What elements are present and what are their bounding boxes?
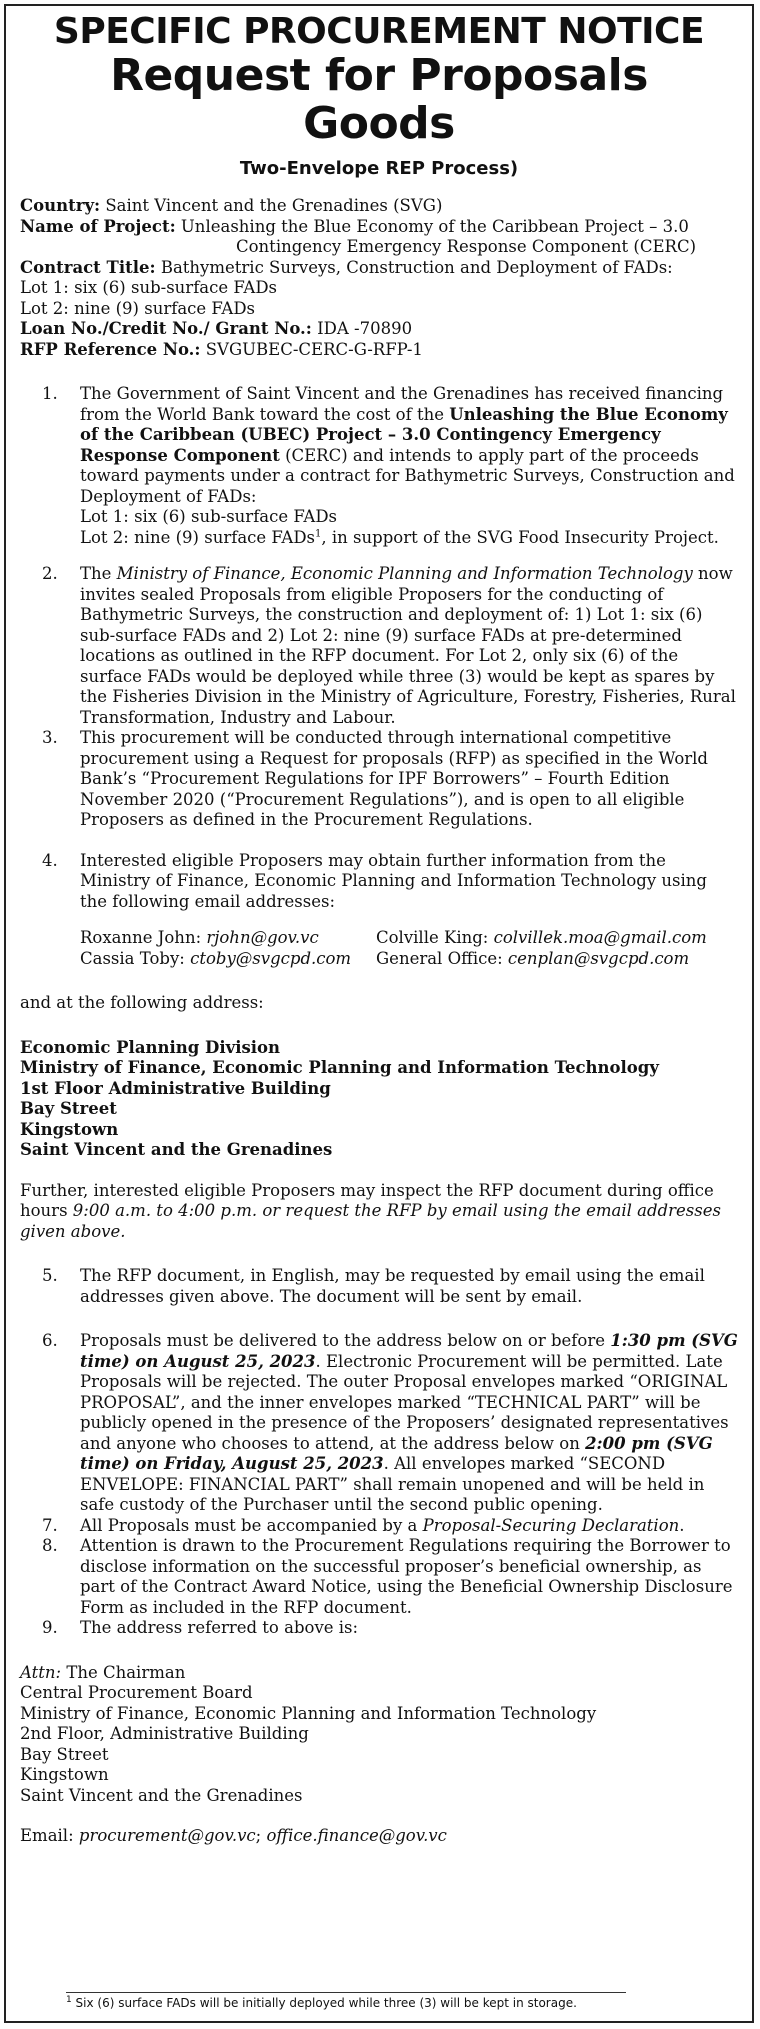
clause-6 [20, 1331, 738, 1516]
email-link[interactable]: cenplan@svgcpd.com [507, 948, 690, 968]
process-type: Two-Envelope REP Process) [239, 158, 519, 179]
contract-label: Contract Title: [20, 257, 156, 277]
project-name-bold: Unleashing the Blue Economy of the Caribbean (UBEC) Project – 3.0 Contingency Emergency Response Component [80, 404, 728, 465]
clause-text: The Government of Saint Vincent and the Grenadines has received financing from the World Bank toward the cost of the [80, 384, 724, 424]
clause-number: 1. [42, 384, 58, 403]
email-separator: ; [255, 1826, 267, 1845]
clause-number: 4. [42, 850, 58, 870]
project-value: Unleashing the Blue Economy of the Caribbean Project – 3.0 [180, 216, 689, 236]
contract-row [20, 258, 738, 279]
project-value-cont: Contingency Emergency Response Component (CERC) [236, 237, 697, 256]
email-link[interactable]: colvillek.moa@gmail.com [493, 928, 707, 947]
contract-value: Bathymetric Surveys, Construction and Deployment of FADs: [160, 257, 673, 277]
finance-email-link[interactable]: office.finance@gov.vc [266, 1826, 447, 1845]
clause-3 [20, 728, 738, 831]
attn-value: The Chairman [61, 1662, 186, 1682]
lot-2-text-cont: , in support of the SVG Food Insecurity Project. [321, 527, 719, 547]
submission-emails [20, 1826, 738, 1847]
inspection-paragraph [20, 1181, 738, 1243]
footnote-text: Six (6) surface FADs will be initially deployed while three (3) will be kept in storage. [71, 1996, 577, 2010]
footnote-ref: 1 [315, 528, 322, 539]
country-label: Country: [20, 196, 101, 215]
country-value: Saint Vincent and the Grenadines (SVG) [105, 196, 443, 215]
clause-1-lot-2 [80, 528, 738, 549]
clause-5 [20, 1266, 738, 1307]
attn-line [20, 1663, 738, 1684]
declaration-italic: Proposal-Securing Declaration [422, 1515, 680, 1535]
clause-7 [20, 1516, 738, 1537]
address-line: 1st Floor Administrative Building [20, 1078, 331, 1098]
contact-cassia [80, 949, 376, 970]
clause-number: 3. [42, 728, 58, 747]
loan-label: Loan No./Credit No./ Grant No.: [20, 319, 312, 338]
lot-1: Lot 1: six (6) sub-surface FADs [20, 278, 278, 297]
procurement-notice [4, 4, 754, 2023]
contact-name: Cassia Toby: [80, 948, 191, 968]
email-row [80, 928, 738, 949]
email-link[interactable]: rjohn@gov.vc [206, 928, 319, 947]
address-line: 2nd Floor, Administrative Building [20, 1724, 309, 1743]
clause-1 [20, 384, 738, 548]
paragraph-text: Further, interested eligible Proposers may inspect the RFP document during office hours [20, 1180, 714, 1220]
rfp-label: RFP Reference No.: [20, 339, 201, 359]
clause-number: 5. [42, 1266, 58, 1285]
clause-text: The address referred to above is: [80, 1618, 359, 1637]
clause-4 [20, 851, 738, 913]
contact-name: Colville King: [376, 928, 494, 947]
clause-text: Interested eligible Proposers may obtain further information from the Ministry of Finance, Economic Planning and Information Technology using the following email addresses: [80, 850, 707, 911]
clause-text: . [679, 1515, 685, 1535]
address-line: Kingstown [20, 1119, 119, 1139]
clause-number: 2. [42, 564, 58, 583]
address-line: Central Procurement Board [20, 1683, 253, 1702]
contact-roxanne [80, 928, 376, 949]
clause-text: All Proposals must be accompanied by a [80, 1515, 423, 1535]
loan-row [20, 319, 738, 340]
project-label: Name of Project: [20, 216, 176, 236]
contact-emails [20, 928, 738, 969]
procurement-email-link[interactable]: procurement@gov.vc [78, 1826, 256, 1845]
address-line: Kingstown [20, 1765, 109, 1784]
rfp-value: SVGUBEC-CERC-G-RFP-1 [205, 339, 423, 359]
procurement-board-address [20, 1663, 738, 1807]
notice-subtitle: Goods [303, 98, 455, 149]
clause-9 [20, 1618, 738, 1639]
address-line: Saint Vincent and the Grenadines [20, 1785, 303, 1805]
loan-value: IDA -70890 [317, 319, 413, 338]
address-line: Bay Street [20, 1744, 109, 1764]
notice-title: Request for Proposals [110, 50, 648, 101]
clause-text: This procurement will be conducted through international competitive procurement using a Request for proposals (RFP) as specified in the World Bank’s “Procurement Regulations for IPF Borrowers” – Fourth Edition November 2020 (“Procurement Regulations”), and is open to all eligible Proposers as defined in the Procurement Regulations. [80, 728, 708, 829]
email-link[interactable]: ctoby@svgcpd.com [190, 948, 352, 968]
attn-label: Attn: [20, 1662, 62, 1682]
project-details [20, 196, 738, 360]
lot-2-text: Lot 2: nine (9) surface FADs [80, 527, 316, 547]
clause-number: 7. [42, 1515, 58, 1535]
clause-8 [20, 1536, 738, 1618]
clause-1-lot-1: Lot 1: six (6) sub-surface FADs [80, 507, 338, 526]
clause-text: . Electronic Procurement will be permitted. Late Proposals will be rejected. The outer Proposal envelopes marked “ORIGINAL PROPOSAL”, and the inner envelopes marked “TECHNICAL PART” will be publicly opened in the presence of the Proposers’ designated representatives and anyone who chooses to attend, at the address below on [80, 1351, 729, 1453]
clause-number: 8. [42, 1536, 58, 1555]
address-intro: and at the following address: [20, 993, 264, 1012]
contact-general-office [376, 949, 689, 970]
deadline-bold-italic: 1:30 pm (SVG time) on August 25, 2023 [80, 1331, 738, 1371]
country-row [20, 196, 738, 217]
clause-text: now invites sealed Proposals from eligible Proposers for the conducting of Bathymetric Surveys, the construction and deployment of: 1) Lot 1: six (6) sub-surface FADs and 2) Lot 2: nine (9) surface FADs at pre-determined locations as outlined in the RFP document. For Lot 2, only six (6) of the surface FADs would be deployed while three (3) would be kept as spares by the Fisheries Division in the Ministry of Agriculture, Forestry, Fisheries, Rural Transformation, Industry and Labour. [80, 564, 736, 727]
email-row [80, 949, 738, 970]
address-line: Bay Street [20, 1099, 117, 1118]
office-hours-italic: 9:00 a.m. to 4:00 p.m. or request the RFP by email using the email addresses given above. [20, 1201, 721, 1241]
address-line: Saint Vincent and the Grenadines [20, 1140, 333, 1159]
email-label: Email: [20, 1826, 79, 1845]
footnote-divider [66, 1992, 626, 1993]
contact-name: General Office: [376, 948, 508, 968]
clause-text: (CERC) and intends to apply part of the proceeds toward payments under a contract for Bathymetric Surveys, Construction and Deployment of FADs: [80, 445, 735, 506]
notice-type-heading: SPECIFIC PROCUREMENT NOTICE [53, 11, 705, 52]
contact-name: Roxanne John: [80, 928, 207, 947]
ministry-name-italic: Ministry of Finance, Economic Planning and Information Technology [116, 564, 693, 583]
clause-text: Proposals must be delivered to the address below on or before [80, 1331, 611, 1350]
clause-text: The RFP document, in English, may be requested by email using the email addresses given above. The document will be sent by email. [80, 1266, 705, 1306]
notice-body [6, 196, 752, 1847]
clause-number: 6. [42, 1331, 58, 1350]
address-line: Economic Planning Division [20, 1037, 281, 1057]
clause-2 [20, 564, 738, 728]
clause-number: 9. [42, 1618, 58, 1637]
project-row [20, 217, 738, 238]
opening-time-bold-italic: 2:00 pm (SVG time) on Friday, August 25, 2023 [80, 1433, 713, 1473]
contact-colville [376, 928, 707, 949]
lot-2: Lot 2: nine (9) surface FADs [20, 298, 256, 318]
footnote [66, 1996, 577, 2011]
address-line: Ministry of Finance, Economic Planning and Information Technology [20, 1058, 659, 1077]
rfp-row [20, 340, 738, 361]
footnote-mark: 1 [66, 1995, 72, 2005]
address-line: Ministry of Finance, Economic Planning and Information Technology [20, 1703, 597, 1723]
clause-text: . All envelopes marked “SECOND ENVELOPE: FINANCIAL PART” shall remain unopened and will be held in safe custody of the Purchaser until the second public opening. [80, 1454, 705, 1514]
economic-planning-address [20, 1038, 738, 1161]
clause-text: Attention is drawn to the Procurement Regulations requiring the Borrower to disclose information on the successful proposer’s beneficial ownership, as part of the Contract Award Notice, using the Beneficial Ownership Disclosure Form as included in the RFP document. [80, 1536, 733, 1617]
clause-text: The [80, 564, 117, 583]
